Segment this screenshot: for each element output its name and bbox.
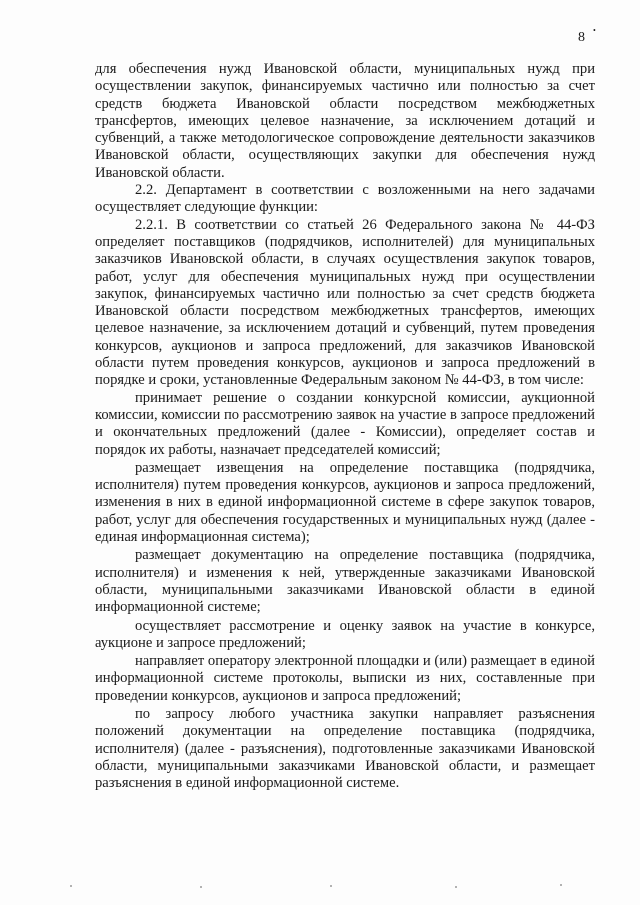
document-body xyxy=(95,61,595,793)
scan-artifact xyxy=(70,885,72,887)
list-item: направляет оператору электронной площадки и (или) размещает в единой информационной системе протоколы, выписки из них, составленные при проведении конкурсов, аукционов и запроса предложений; xyxy=(95,653,595,704)
scan-artifact xyxy=(560,884,562,886)
list-item: по запросу любого участника закупки направляет разъяснения положений документации на определение поставщика (подрядчика, исполнителя) (далее - разъяснения), подготовленные заказчиками Ивановской области, муниципальными заказчиками Ивановской области, и размещает разъяснения в единой информационной системе. xyxy=(95,705,595,792)
list-item: осуществляет рассмотрение и оценку заявок на участие в конкурсе, аукционе и запросе предложений; xyxy=(95,617,595,651)
paragraph-section-2-2-1: 2.2.1. В соответствии со статьей 26 Федерального закона № 44-ФЗ определяет поставщиков (подрядчиков, исполнителей) для муниципальных заказчиков Ивановской области, в случаях осуществления закупок товаров, работ, услуг для обеспечения муниципальных нужд при осуществлении закупок, финансируемых частично или полностью за счет средств бюджета Ивановской области посредством межбюджетных трансфертов, имеющих целевое назначение, за исключением дотаций и субвенций, путем проведения конкурсов, аукционов и запроса предложений, для заказчиков Ивановской области путем проведения конкурсов, аукционов и запроса предложений в порядке и сроки, установленные Федеральным законом № 44-ФЗ, в том числе: xyxy=(95,216,595,389)
list-item: размещает извещения на определение поставщика (подрядчика, исполнителя) путем проведения конкурсов, аукционов и запроса предложений, изменения в них в единой информационной системе в сфере закупок товаров, работ, услуг для обеспечения государственных и муниципальных нужд (далее - единая информационная система); xyxy=(95,459,595,546)
list-item: размещает документацию на определение поставщика (подрядчика, исполнителя) и изменения к ней, утвержденные заказчиками Ивановской области, муниципальными заказчиками Ивановской области в единой информационной системе; xyxy=(95,547,595,616)
paragraph-section-2-2: 2.2. Департамент в соответствии с возложенными на него задачами осуществляет следующие функции: xyxy=(95,182,595,216)
page-number: 8 xyxy=(578,30,585,45)
scan-artifact xyxy=(330,885,332,887)
scan-artifact xyxy=(455,886,457,888)
scan-artifact xyxy=(200,886,202,888)
paragraph-continuation: для обеспечения нужд Ивановской области, муниципальных нужд при осуществлении закупок, финансируемых частично или полностью за счет средств бюджета Ивановской области посредством межбюджетных трансфертов, имеющих целевое назначение, за исключением дотаций и субвенций, а также методологическое сопровождение деятельности заказчиков Ивановской области, осуществляющих закупки для обеспечения нужд Ивановской области. xyxy=(95,61,595,181)
corner-mark: • xyxy=(593,26,596,35)
list-item: принимает решение о создании конкурсной комиссии, аукционной комиссии, комиссии по рассмотрению заявок на участие в запросе предложений и окончательных предложений (далее - Комиссии), определяет состав и порядок их работы, назначает председателей комиссий; xyxy=(95,389,595,458)
